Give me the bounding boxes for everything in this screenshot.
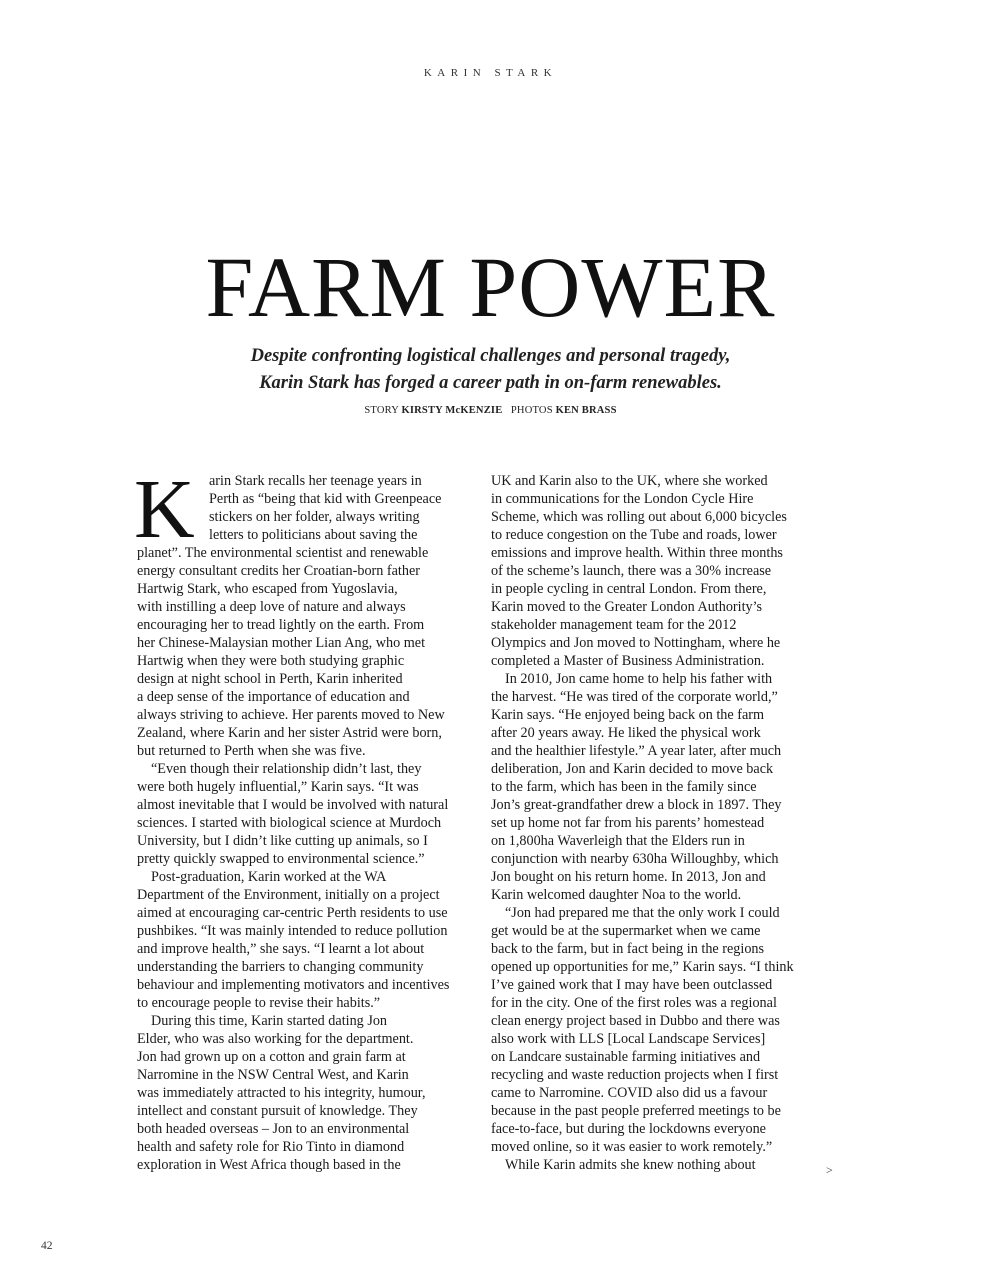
text-line: Post-graduation, Karin worked at the WA [151, 869, 387, 885]
text-line: intellect and constant pursuit of knowledge. They [137, 1103, 418, 1119]
text-line: to reduce congestion on the Tube and roads, lower [491, 527, 777, 543]
text-line: after 20 years away. He liked the physical work [491, 725, 761, 741]
story-author: KIRSTY McKENZIE [401, 405, 503, 416]
text-line: emissions and improve health. Within three months [491, 545, 783, 561]
text-line: Jon’s great-grandfather drew a block in 1897. They [491, 797, 782, 813]
text-line: was immediately attracted to his integrity, humour, [137, 1085, 426, 1101]
text-line: Elder, who was also working for the department. [137, 1031, 414, 1047]
text-line: face-to-face, but during the lockdowns everyone [491, 1121, 766, 1137]
text-line: deliberation, Jon and Karin decided to move back [491, 761, 774, 777]
text-line: planet”. The environmental scientist and renewable [137, 545, 429, 561]
text-line: During this time, Karin started dating Jon [151, 1013, 388, 1029]
text-line: to the farm, which has been in the family since [491, 779, 757, 795]
text-line: clean energy project based in Dubbo and there was [491, 1013, 780, 1029]
text-line: were both hugely influential,” Karin says. “It was [137, 779, 419, 795]
text-line: “Even though their relationship didn’t last, they [151, 761, 422, 777]
text-line: UK and Karin also to the UK, where she worked [491, 473, 768, 489]
text-line: but returned to Perth when she was five. [137, 743, 366, 759]
text-line: encouraging her to tread lightly on the earth. From [137, 617, 425, 633]
text-line: In 2010, Jon came home to help his father with [505, 671, 773, 687]
text-line: on 1,800ha Waverleigh that the Elders run in [491, 833, 745, 849]
body-column-left [134, 463, 467, 1174]
text-line: pushbikes. “It was mainly intended to reduce pollution [137, 923, 448, 939]
text-line: set up home not far from his parents’ homestead [491, 815, 765, 831]
text-line: on Landcare sustainable farming initiatives and [491, 1049, 761, 1065]
text-line: get would be at the supermarket when we came [491, 923, 761, 939]
text-line: her Chinese-Malaysian mother Lian Ang, who met [137, 635, 426, 651]
text-line: sciences. I started with biological science at Murdoch [137, 815, 442, 831]
body-column-right [491, 472, 819, 1174]
text-line: a deep sense of the importance of education and [137, 689, 410, 705]
text-line: and improve health,” she says. “I learnt a lot about [137, 941, 425, 957]
deck-line-1: Despite confronting logistical challenges and personal tragedy, [250, 346, 731, 366]
text-line: I’ve gained work that I may have been outclassed [491, 977, 773, 993]
text-line: almost inevitable that I would be involved with natural [137, 797, 449, 813]
byline [0, 405, 981, 416]
text-line: Olympics and Jon moved to Nottingham, where he [491, 635, 781, 651]
text-line: opened up opportunities for me,” Karin says. “I think [491, 959, 794, 975]
text-line: recycling and waste reduction projects when I first [491, 1067, 779, 1083]
photographer: KEN BRASS [555, 405, 617, 416]
photos-label: PHOTOS [510, 405, 553, 416]
text-line: University, but I didn’t like cutting up animals, so I [137, 833, 428, 849]
text-line: for in the city. One of the first roles was a regional [491, 995, 777, 1011]
text-line: of the scheme’s launch, there was a 30% increase [491, 563, 772, 579]
story-label: STORY [364, 405, 399, 416]
text-line: always striving to achieve. Her parents moved to New [137, 707, 445, 723]
text-line: in people cycling in central London. From there, [491, 581, 767, 597]
continue-arrow: > [826, 1163, 833, 1177]
text-line: “Jon had prepared me that the only work I could [505, 905, 780, 921]
text-line: letters to politicians about saving the [209, 527, 418, 543]
text-line: Karin moved to the Greater London Authority’s [491, 599, 763, 615]
deck-line-2: Karin Stark has forged a career path in on-farm renewables. [259, 373, 722, 393]
text-line: behaviour and implementing motivators and incentives [137, 977, 450, 993]
text-line: to encourage people to revise their habits.” [137, 995, 381, 1011]
text-line: Jon bought on his return home. In 2013, Jon and [491, 869, 766, 885]
text-line: Scheme, which was rolling out about 6,000 bicycles [491, 509, 787, 525]
text-line: understanding the barriers to changing community [137, 959, 424, 975]
text-line: Narromine in the NSW Central West, and Karin [137, 1067, 409, 1083]
page-number: 42 [41, 1240, 53, 1252]
text-line: conjunction with nearby 630ha Willoughby, which [491, 851, 779, 867]
running-head: KARIN STARK [423, 67, 558, 79]
text-line: arin Stark recalls her teenage years in [209, 473, 422, 489]
text-line: pretty quickly swapped to environmental science.” [137, 851, 425, 867]
text-line: Jon had grown up on a cotton and grain farm at [137, 1049, 406, 1065]
text-line: health and safety role for Rio Tinto in diamond [137, 1139, 405, 1155]
article-title: FARM POWER [205, 239, 776, 335]
text-line: energy consultant credits her Croatian-born father [137, 563, 420, 579]
article-deck [0, 343, 981, 397]
text-line: moved online, so it was easier to work remotely.” [491, 1139, 773, 1155]
text-line: Perth as “being that kid with Greenpeace [209, 491, 442, 507]
text-line: because in the past people preferred meetings to be [491, 1103, 781, 1119]
text-line: in communications for the London Cycle Hire [491, 491, 754, 507]
drop-cap: K [134, 463, 195, 556]
text-line: the harvest. “He was tired of the corporate world,” [491, 689, 778, 705]
text-line: and the healthier lifestyle.” A year later, after much [491, 743, 782, 759]
text-line: came to Narromine. COVID also did us a favour [491, 1085, 768, 1101]
text-line: both headed overseas – Jon to an environmental [137, 1121, 410, 1137]
text-line: stickers on her folder, always writing [209, 509, 420, 525]
text-line: Karin welcomed daughter Noa to the world. [491, 887, 742, 903]
text-line: with instilling a deep love of nature and always [137, 599, 406, 615]
text-line: Department of the Environment, initially on a project [137, 887, 440, 903]
text-line: Hartwig Stark, who escaped from Yugoslavia, [137, 581, 398, 597]
text-line: completed a Master of Business Administration. [491, 653, 765, 669]
text-line: back to the farm, but in fact being in the regions [491, 941, 765, 957]
text-line: Zealand, where Karin and her sister Astrid were born, [137, 725, 442, 741]
text-line: While Karin admits she knew nothing about [505, 1157, 756, 1173]
text-line: Karin says. “He enjoyed being back on the farm [491, 707, 765, 723]
text-line: aimed at encouraging car-centric Perth residents to use [137, 905, 448, 921]
text-line: Hartwig when they were both studying graphic [137, 653, 405, 669]
text-line: stakeholder management team for the 2012 [491, 617, 737, 633]
text-line: also work with LLS [Local Landscape Services] [491, 1031, 766, 1047]
text-line: exploration in West Africa though based in the [137, 1157, 401, 1173]
text-line: design at night school in Perth, Karin inherited [137, 671, 403, 687]
